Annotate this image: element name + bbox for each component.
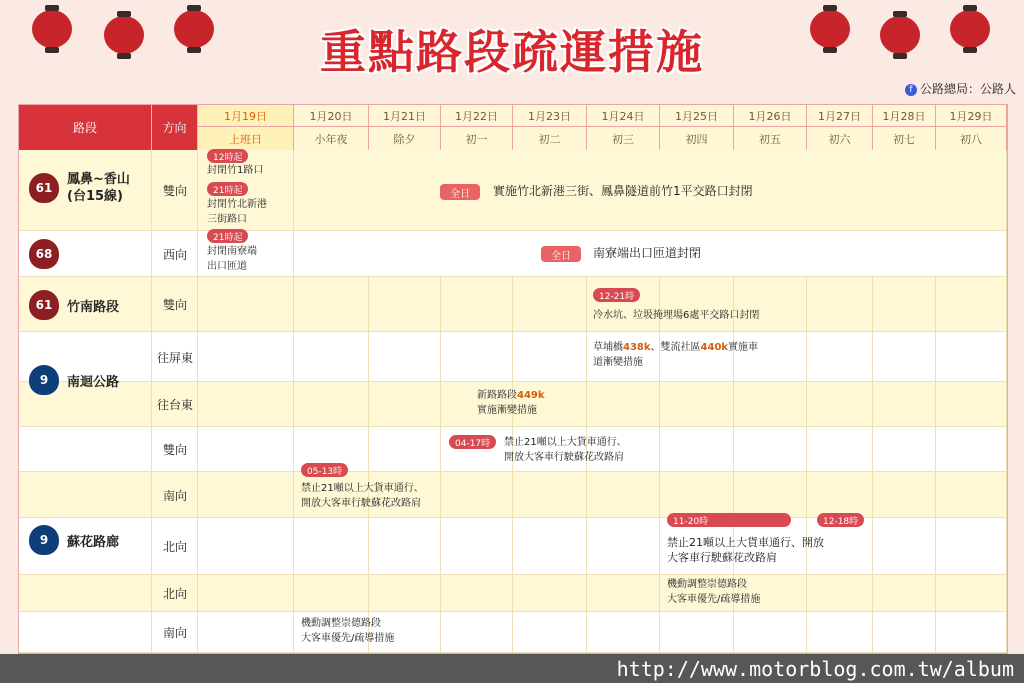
event-text [504, 435, 627, 465]
event-text: 冷水坑、垃圾掩埋場6處平交路口封閉 [593, 310, 760, 321]
event-line: 禁止21噸以上大貨車通行、 [301, 483, 424, 494]
header-date: 1月26日 [734, 105, 807, 127]
event-text [593, 340, 758, 370]
header-day: 初六 [807, 127, 873, 150]
time-tag: 11-20時 [667, 513, 791, 527]
event-line: 道漸變措施 [593, 357, 643, 368]
all-day-pill: 全日 [440, 184, 480, 200]
header-date: 1月28日 [873, 105, 936, 127]
route-name: 南迴公路 [67, 374, 120, 390]
header-day: 除夕 [369, 127, 441, 150]
header-date: 1月24日 [587, 105, 660, 127]
event-line: 封閉南寮端 [207, 246, 257, 257]
route-61-shield-icon: 61 [29, 173, 59, 203]
km-marker: 449k [517, 390, 545, 401]
direction-cell: 北向 [162, 587, 187, 601]
route-name: 鳳鼻~香山 [67, 172, 130, 187]
page-title: 重點路段疏運措施 [320, 25, 704, 79]
direction-cell: 北向 [162, 540, 187, 554]
event-text: 封閉竹1路口 [207, 165, 264, 176]
header-day: 初四 [660, 127, 734, 150]
direction-cell: 往台東 [156, 398, 193, 412]
time-tag: 12-18時 [817, 513, 864, 527]
time-tag: 12時起 [207, 149, 248, 163]
col-line [441, 277, 513, 653]
direction-cell: 雙向 [162, 443, 187, 457]
header-date: 1月27日 [807, 105, 873, 127]
event-text [207, 244, 257, 274]
credit-text: 公路總局：公路人 [919, 82, 1016, 96]
route-label [29, 239, 67, 269]
direction-cell: 南向 [162, 488, 187, 503]
time-tag: 05-13時 [301, 463, 348, 477]
col-line [873, 277, 936, 653]
event-line: 禁止21噸以上大貨車通行、 [504, 437, 627, 448]
facebook-icon: f [905, 84, 917, 96]
event-line: 機動調整崇德路段 [667, 579, 747, 590]
schedule-table [18, 104, 1008, 654]
credit [905, 80, 1016, 97]
event-line: 實施車 [728, 342, 759, 353]
time-tag: 21時起 [207, 229, 248, 243]
event-line: 大客車優先/疏導措施 [301, 633, 395, 644]
event-line: 出口匝道 [207, 261, 247, 272]
col-line [19, 150, 152, 653]
footer-url: http://www.motorblog.com.tw/album [0, 654, 1024, 683]
header-day: 初二 [513, 127, 587, 150]
route-61-shield-icon: 61 [29, 290, 59, 320]
route-9-shield-icon: 9 [29, 525, 59, 555]
time-tag: 12-21時 [593, 288, 640, 302]
header-date: 1月20日 [294, 105, 369, 127]
col-line [807, 277, 873, 653]
event-line: 禁止21噸以上大貨車通行、開放 [667, 536, 824, 549]
event-text [301, 481, 424, 511]
header-date: 1月29日 [936, 105, 1007, 127]
direction-cell: 西向 [162, 247, 187, 262]
direction-cell: 南向 [162, 626, 187, 640]
header-date: 1月23日 [513, 105, 587, 127]
event-line: 草埔橋 [593, 342, 623, 353]
all-day-pill: 全日 [541, 246, 581, 262]
header-day: 上班日 [198, 127, 294, 150]
route-68-shield-icon: 68 [29, 239, 59, 269]
header-date: 1月21日 [369, 105, 441, 127]
header-day: 初一 [441, 127, 513, 150]
event-line: 機動調整崇德路段 [301, 618, 381, 629]
col-line [587, 277, 660, 653]
event-line: 開放大客車行駛蘇花改路肩 [301, 498, 421, 509]
km-marker: 440k [700, 342, 729, 353]
route-name: 竹南路段 [67, 299, 120, 315]
route-9-shield-icon: 9 [29, 365, 59, 395]
event-line: 、雙流社區 [650, 342, 701, 353]
direction-cell: 往屏東 [156, 350, 193, 365]
header-day: 初三 [587, 127, 660, 150]
route-label [29, 525, 119, 555]
header-day: 初五 [734, 127, 807, 150]
header-day: 小年夜 [294, 127, 369, 150]
route-label [29, 171, 130, 205]
event-text [477, 388, 545, 418]
col-line [513, 277, 587, 653]
route-label [29, 290, 119, 320]
event-line: 封閉竹北新港 [207, 199, 267, 210]
event-line: 大客車優先/疏導措施 [667, 594, 761, 605]
header-date: 1月22日 [441, 105, 513, 127]
header-date: 1月25日 [660, 105, 734, 127]
route-label [29, 365, 119, 395]
event-text [207, 197, 267, 227]
header-date: 1月19日 [198, 105, 294, 127]
time-tag: 21時起 [207, 182, 248, 196]
direction-cell: 雙向 [162, 184, 187, 198]
direction-cell: 雙向 [162, 298, 187, 312]
route-name: 蘇花路廊 [67, 534, 120, 550]
event-line: 實施漸變措施 [477, 405, 537, 416]
event-text: 南寮端出口匝道封閉 [593, 246, 702, 260]
event-text [301, 616, 394, 646]
event-text [667, 577, 760, 607]
event-text [667, 535, 824, 565]
event-line: 開放大客車行駛蘇花改路肩 [504, 452, 624, 463]
route-sub: (台15線) [67, 189, 123, 204]
header-route: 路段 [19, 105, 152, 150]
km-marker: 438k [623, 342, 651, 353]
header-day: 初七 [873, 127, 936, 150]
event-line: 新路路段 [477, 390, 517, 401]
event-line: 三街路口 [207, 214, 247, 225]
time-tag: 04-17時 [449, 435, 496, 449]
event-line: 大客車行駛蘇花改路肩 [667, 551, 777, 564]
header-direction: 方向 [152, 105, 198, 150]
event-text: 實施竹北新港三街、鳳鼻隧道前竹1平交路口封閉 [493, 184, 753, 198]
header-day: 初八 [936, 127, 1007, 150]
col-line [369, 277, 441, 653]
